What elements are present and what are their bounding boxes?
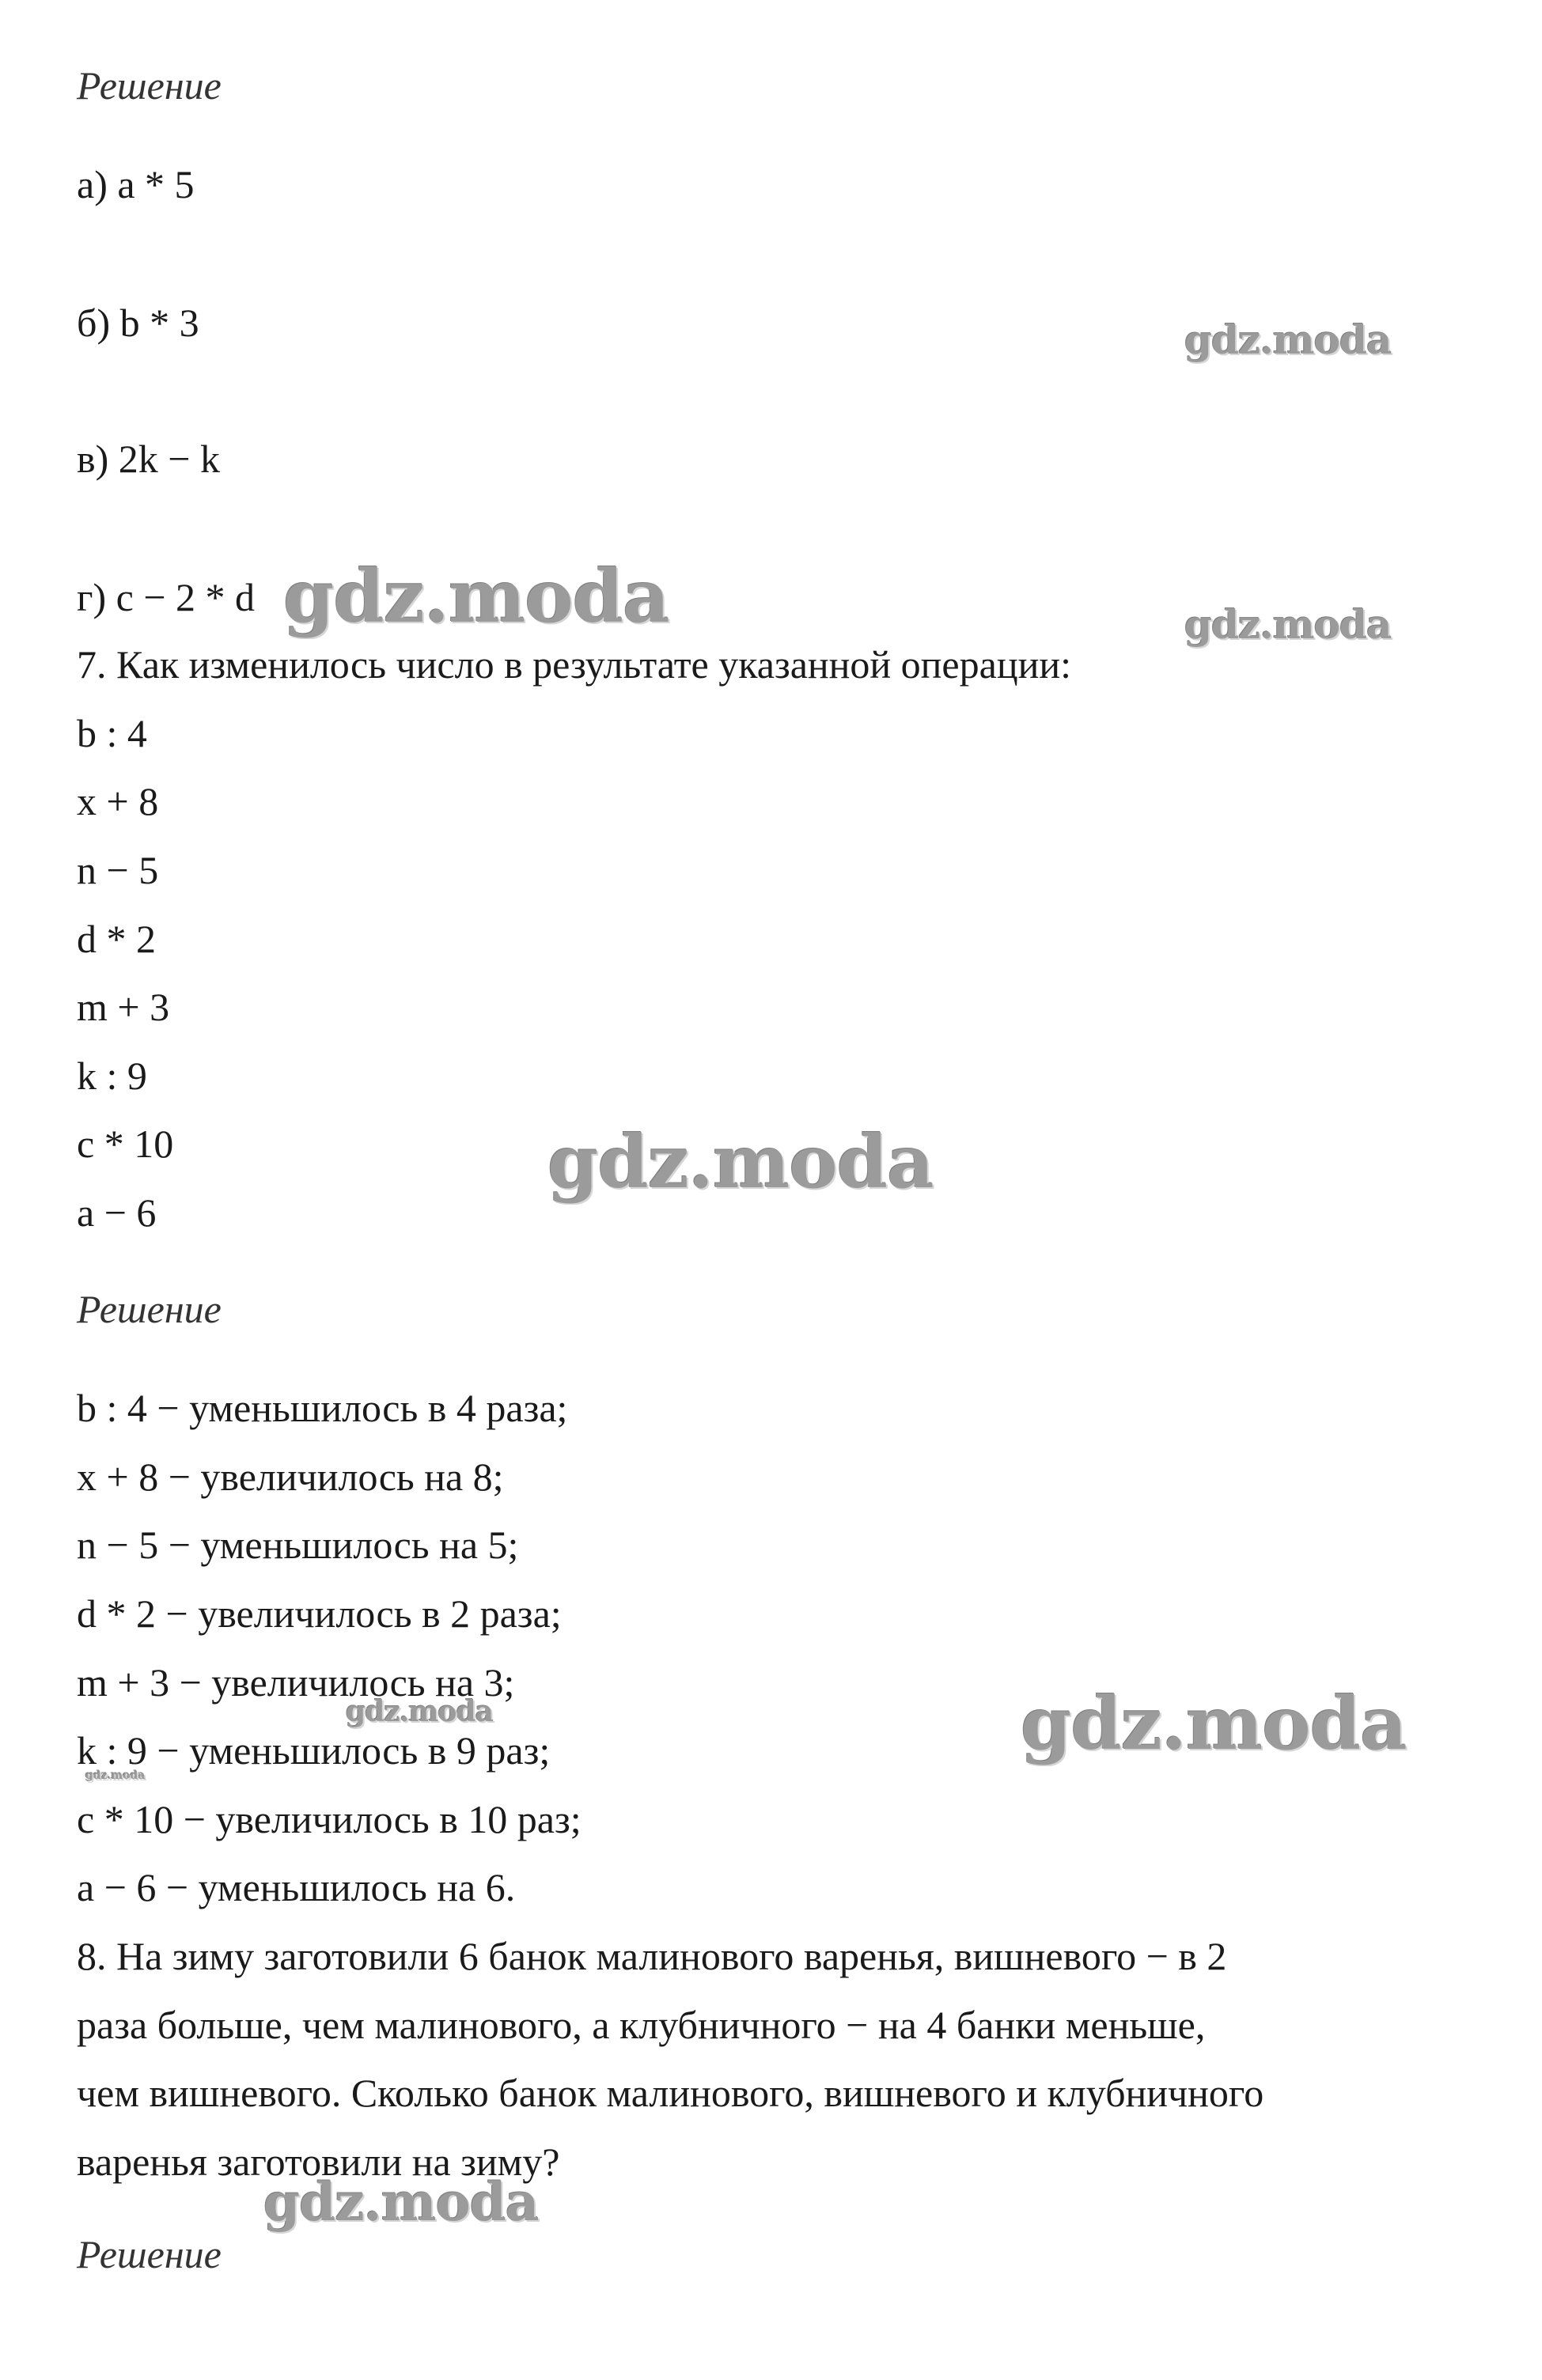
item-7-2: x + 8 <box>77 779 159 823</box>
watermark: gdz.moda <box>283 554 669 639</box>
question-8-line-1: 8. На зиму заготовили 6 банок малинового варенья, вишневого − в 2 <box>77 1934 1227 1978</box>
question-8-line-2: раза больше, чем малинового, а клубничного − на 4 банки меньше, <box>77 2003 1206 2047</box>
item-7-6: k : 9 <box>77 1054 147 1098</box>
question-8-line-4: варенья заготовили на зиму? <box>77 2140 560 2184</box>
answer-7-2: x + 8 − увеличилось на 8; <box>77 1455 504 1499</box>
item-7-5: m + 3 <box>77 985 170 1029</box>
question-7: 7. Как изменилось число в результате указанной операции: <box>77 642 1071 687</box>
watermark: gdz.moda <box>85 1769 146 1782</box>
watermark: gdz.moda <box>263 2171 539 2233</box>
solution-heading-6: Решение <box>77 63 222 108</box>
answer-7-7: c * 10 − увеличилось в 10 раз; <box>77 1797 582 1841</box>
answer-7-1: b : 4 − уменьшилось в 4 раза; <box>77 1386 568 1430</box>
answer-7-8: a − 6 − уменьшилось на 6. <box>77 1865 516 1909</box>
item-7-8: a − 6 <box>77 1190 157 1235</box>
item-7-7: c * 10 <box>77 1122 174 1166</box>
item-7-4: d * 2 <box>77 917 156 961</box>
answer-7-3: n − 5 − уменьшилось на 5; <box>77 1523 519 1567</box>
watermark: gdz.moda <box>346 1695 493 1728</box>
answer-6b: б) b * 3 <box>77 301 199 345</box>
solution-heading-7: Решение <box>77 1287 222 1331</box>
watermark: gdz.moda <box>1184 601 1392 648</box>
answer-6g: г) c − 2 * d <box>77 575 256 619</box>
answer-7-4: d * 2 − увеличилось в 2 раза; <box>77 1591 562 1636</box>
answer-6a: а) a * 5 <box>77 162 195 206</box>
item-7-1: b : 4 <box>77 711 147 755</box>
question-8-line-3: чем вишневого. Сколько банок малинового, вишневого и клубничного <box>77 2071 1264 2115</box>
watermark: gdz.moda <box>1184 316 1392 363</box>
answer-7-6: k : 9 − уменьшилось в 9 раз; <box>77 1728 551 1773</box>
watermark: gdz.moda <box>1021 1681 1407 1766</box>
solution-heading-8: Решение <box>77 2232 222 2276</box>
answer-6v: в) 2k − k <box>77 437 220 481</box>
answer-7-5: m + 3 − увеличилось на 3; <box>77 1660 515 1705</box>
item-7-3: n − 5 <box>77 848 159 892</box>
watermark: gdz.moda <box>547 1119 934 1205</box>
